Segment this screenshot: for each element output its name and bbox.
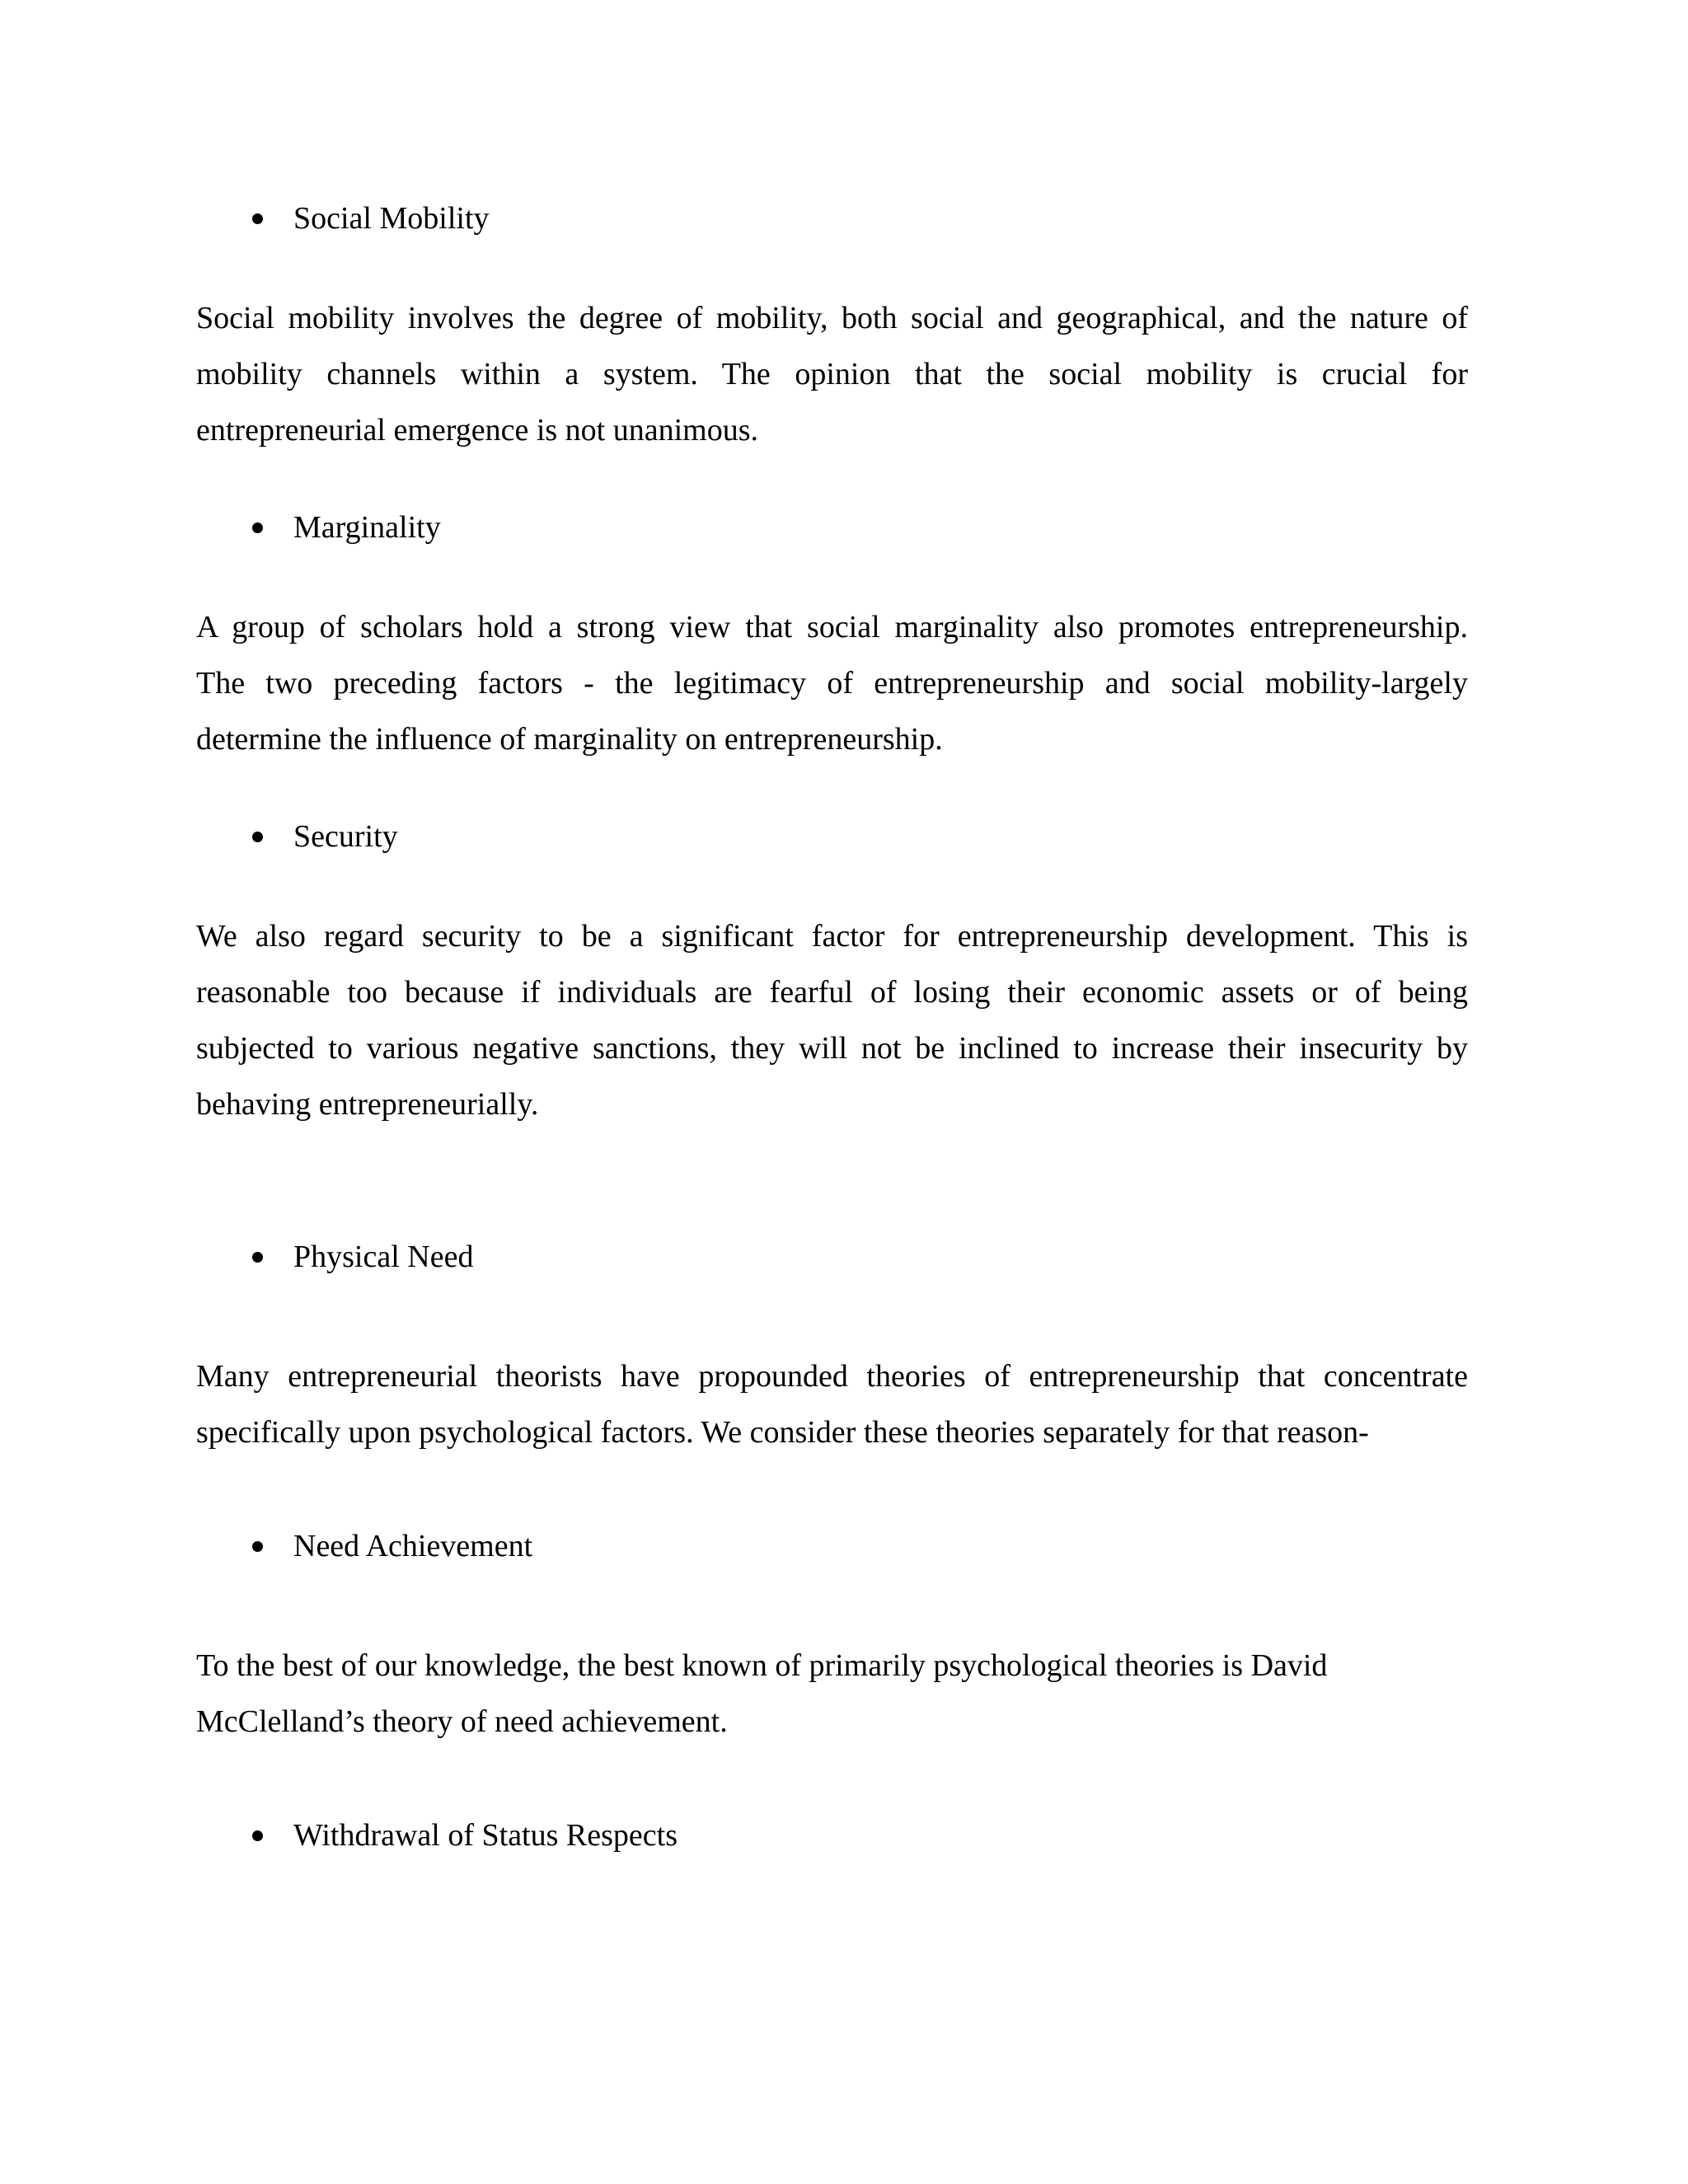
paragraph-social-mobility [196,290,1468,458]
paragraph-line: reasonable too because if individuals are fearful of losing their economic assets or of being [196,975,1468,1010]
paragraph-line: Many entrepreneurial theorists have propounded theories of entrepreneurship that concentrate [196,1359,1468,1394]
bullet-label: Social Mobility [293,201,490,236]
bullet-dot [252,1830,263,1841]
paragraph-line: A group of scholars hold a strong view that social marginality also promotes entrepreneurship. [196,610,1468,644]
bullet-dot [252,832,263,842]
paragraph-line: McClelland’s theory of need achievement. [196,1704,728,1739]
bullet-dot [252,213,263,224]
paragraph-marginality [196,599,1468,767]
paragraph-physical-need [196,1348,1468,1460]
bullet-label: Physical Need [293,1240,474,1274]
paragraph-line: determine the influence of marginality on entrepreneurship. [196,722,943,757]
paragraph-security [196,908,1468,1132]
paragraph-line: entrepreneurial emergence is not unanimous. [196,413,758,448]
bullet-dot [252,1252,263,1263]
paragraph-line: The two preceding factors - the legitimacy of entrepreneurship and social mobility-largely [196,666,1468,701]
paragraph-need-achievement [196,1638,1468,1750]
bullet-label: Need Achievement [293,1529,533,1563]
bullet-label: Security [293,819,398,854]
bullet-label: Withdrawal of Status Respects [293,1818,678,1853]
paragraph-line: To the best of our knowledge, the best known of primarily psychological theories is David [196,1648,1328,1683]
paragraph-line: specifically upon psychological factors. We consider these theories separately for that reason- [196,1415,1369,1450]
paragraph-line: mobility channels within a system. The opinion that the social mobility is crucial for [196,357,1468,391]
paragraph-line: subjected to various negative sanctions, they will not be inclined to increase their insecurity by [196,1031,1468,1066]
bullet-dot [252,1541,263,1552]
bullet-label: Marginality [293,510,441,545]
paragraph-line: Social mobility involves the degree of mobility, both social and geographical, and the nature of [196,301,1468,335]
paragraph-line: We also regard security to be a significant factor for entrepreneurship development. This is [196,919,1468,954]
bullet-dot [252,523,263,533]
paragraph-line: behaving entrepreneurially. [196,1087,539,1122]
